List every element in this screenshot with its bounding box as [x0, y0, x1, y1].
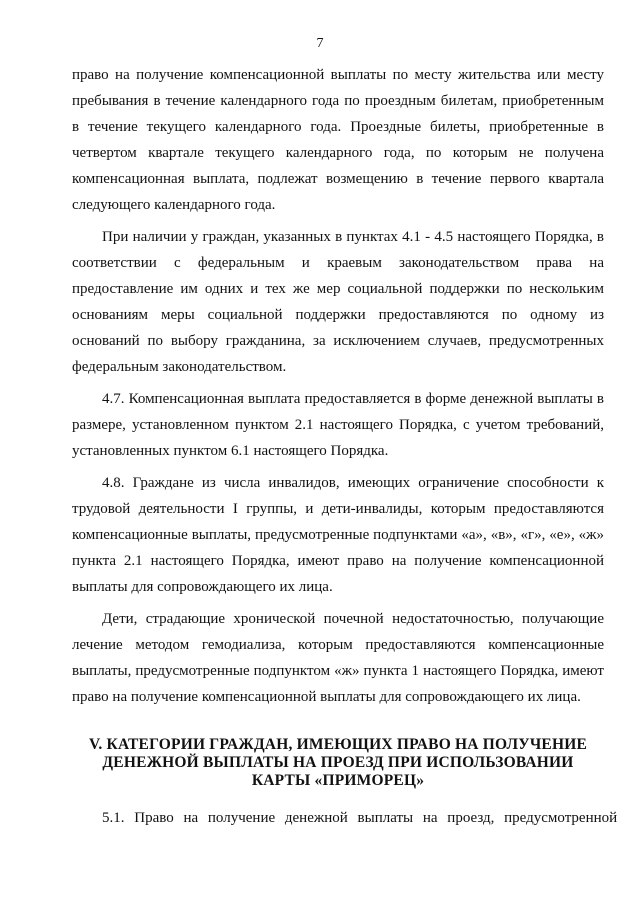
body-text-top	[72, 62, 604, 710]
paragraph-4-8: 4.8. Граждане из числа инвалидов, имеющих ограничение способности к трудовой деятельности I группы, и дети-инвалиды, которым предоставляются компенсационные выплаты, предусмотренные подпунктами «а», «в», «г», «е», «ж» пункта 2.1 настоящего Порядка, имеют право на получение компенсационной выплаты для сопровождающего их лица.	[72, 475, 604, 595]
section-heading-line-3: КАРТЫ «ПРИМОРЕЦ»	[251, 772, 425, 789]
paragraph-multiple-grounds: При наличии у граждан, указанных в пунктах 4.1 - 4.5 настоящего Порядка, в соответствии с федеральным и краевым законодательством права на предоставление им одних и тех же мер социальной поддержки по нескольким основаниям меры социальной поддержки предоставляются по одному из оснований по выбору гражданина, за исключением случаев, предусмотренных федеральным законодательством.	[72, 229, 604, 375]
section-heading-line-1: V. КАТЕГОРИИ ГРАЖДАН, ИМЕЮЩИХ ПРАВО НА ПОЛУЧЕНИЕ	[89, 736, 587, 753]
paragraph-4-7: 4.7. Компенсационная выплата предоставляется в форме денежной выплаты в размере, установленном пунктом 2.1 настоящего Порядка, с учетом требований, установленных пунктом 6.1 настоящего Порядка.	[72, 391, 604, 459]
paragraph-5-1: 5.1. Право на получение денежной выплаты на проезд, предусмотренной	[102, 810, 618, 826]
section-heading-line-2: ДЕНЕЖНОЙ ВЫПЛАТЫ НА ПРОЕЗД ПРИ ИСПОЛЬЗОВАНИИ	[102, 754, 574, 771]
section-heading	[72, 736, 604, 790]
page-number: 7	[316, 36, 324, 51]
paragraph-continuation: право на получение компенсационной выплаты по месту жительства или месту пребывания в течение календарного года по проездным билетам, приобретенным в течение текущего календарного года. Проездные билеты, приобретенные в четвертом квартале текущего календарного года, по которым не получена компенсационная выплата, подлежат возмещению в течение первого квартала следующего календарного года.	[72, 67, 604, 213]
paragraph-children-hemodialysis: Дети, страдающие хронической почечной недостаточностью, получающие лечение методом гемодиализа, которым предоставляются компенсационные выплаты, предусмотренные подпунктом «ж» пункта 1 настоящего Порядка, имеют право на получение компенсационной выплаты для сопровождающего их лица.	[72, 611, 604, 705]
